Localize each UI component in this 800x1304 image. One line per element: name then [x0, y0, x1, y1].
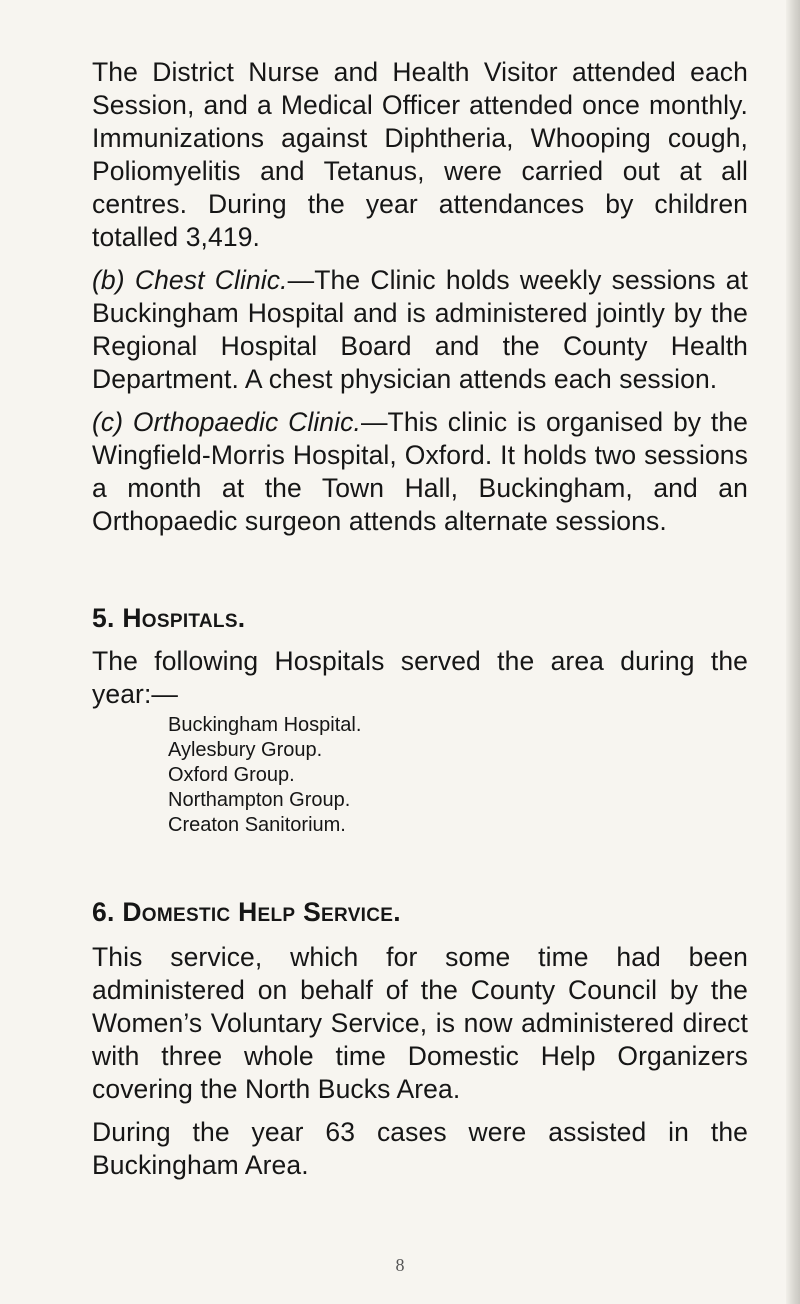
- hospitals-intro: The following Hospitals served the area during the year:—: [92, 646, 748, 709]
- domestic-help-paragraph-1: This service, which for some time had been administered on behalf of the County Council by the Women’s Voluntary Service, is now administered direct with three whole time Domestic Help Organizers covering the North Bucks Area.: [92, 942, 748, 1104]
- list-item: Buckingham Hospital.: [168, 714, 362, 736]
- orthopaedic-clinic-marker: (c): [92, 407, 124, 437]
- page-content: [92, 56, 748, 1182]
- list-item: Oxford Group.: [168, 764, 295, 786]
- list-item: Creaton Sanitorium.: [168, 814, 346, 836]
- list-item: Northampton Group.: [168, 789, 351, 811]
- paragraph-orthopaedic-clinic: [92, 406, 748, 538]
- paragraph-clinic-attendance: [92, 56, 748, 254]
- paragraph-text: [92, 406, 748, 538]
- chest-clinic-marker: (b): [92, 265, 125, 295]
- chest-clinic-title: Chest Clinic.: [134, 265, 288, 295]
- paragraph-chest-clinic: [92, 264, 748, 396]
- paragraph-text: The District Nurse and Health Visitor attended each Session, and a Medical Officer attended once monthly. Immunizations against Diphtheria, Whooping cough, Poliomyelitis and Tetanus, were carried out at all centres. During the year attendances by children totalled 3,419.: [92, 57, 748, 252]
- page-number: 8: [395, 1255, 405, 1275]
- section-heading-domestic-help: 6. Domestic Help Service.: [92, 897, 401, 927]
- orthopaedic-clinic-text: —This clinic is organised by the Wingfield-Morris Hospital, Oxford. It holds two sessions a month at the Town Hall, Buckingham, and an Orthopaedic surgeon attends alternate sessions.: [92, 407, 748, 536]
- page-edge-shadow: [786, 0, 800, 1304]
- chest-clinic-text: —The Clinic holds weekly sessions at Buckingham Hospital and is administered jointly by the Regional Hospital Board and the County Health Department. A chest physician attends each session.: [92, 265, 749, 394]
- section-heading-hospitals: 5. Hospitals.: [92, 603, 246, 633]
- paragraph-text: [92, 264, 748, 396]
- orthopaedic-clinic-title: Orthopaedic Clinic.: [132, 407, 361, 437]
- hospital-list: [92, 713, 748, 838]
- domestic-help-paragraph-2: During the year 63 cases were assisted in the Buckingham Area.: [92, 1117, 748, 1180]
- list-item: Aylesbury Group.: [168, 739, 323, 761]
